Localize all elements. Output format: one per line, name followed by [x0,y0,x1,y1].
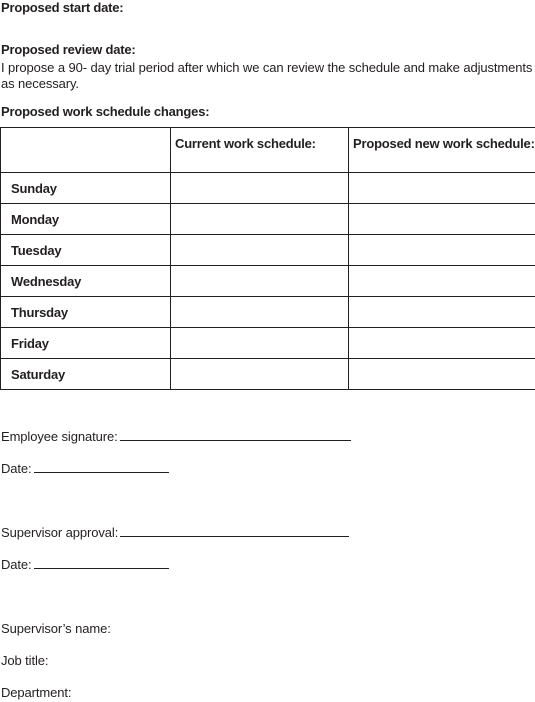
day-label-friday: Friday [1,328,171,359]
supervisor-name-label: Supervisor’s name: [1,621,111,636]
employee-signature-label: Employee signature: [1,429,118,444]
employee-date-line [1,460,169,477]
job-title-label: Job title: [1,653,49,668]
schedule-header-row [1,128,535,173]
review-description [1,60,535,92]
proposed-schedule-tuesday[interactable] [349,235,535,266]
proposed-schedule-friday[interactable] [349,328,535,359]
table-row [1,297,535,328]
table-row [1,359,535,390]
review-description-line-1: I propose a 90- day trial period after which we can review the schedule and make adjustments [1,60,533,75]
supervisor-date-label: Date: [1,557,32,572]
supervisor-approval-line [1,524,349,541]
table-row [1,204,535,235]
header-proposed-schedule: Proposed new work schedule: [349,128,535,173]
day-label-thursday: Thursday [1,297,171,328]
current-schedule-saturday[interactable] [171,359,349,390]
current-schedule-monday[interactable] [171,204,349,235]
proposed-schedule-monday[interactable] [349,204,535,235]
table-row [1,328,535,359]
table-row [1,173,535,204]
employee-date-field[interactable] [34,460,169,473]
supervisor-date-line [1,556,169,573]
day-label-tuesday: Tuesday [1,235,171,266]
supervisor-approval-label: Supervisor approval: [1,525,119,540]
current-schedule-friday[interactable] [171,328,349,359]
proposed-schedule-sunday[interactable] [349,173,535,204]
supervisor-date-field[interactable] [34,556,169,569]
header-blank [1,128,171,173]
current-schedule-sunday[interactable] [171,173,349,204]
day-label-sunday: Sunday [1,173,171,204]
department-label: Department: [1,685,72,700]
table-row [1,235,535,266]
day-label-wednesday: Wednesday [1,266,171,297]
day-label-monday: Monday [1,204,171,235]
proposed-schedule-thursday[interactable] [349,297,535,328]
current-schedule-thursday[interactable] [171,297,349,328]
day-label-saturday: Saturday [1,359,171,390]
proposed-schedule-saturday[interactable] [349,359,535,390]
employee-date-label: Date: [1,461,32,476]
employee-signature-line [1,428,351,445]
current-schedule-wednesday[interactable] [171,266,349,297]
current-schedule-tuesday[interactable] [171,235,349,266]
employee-signature-field[interactable] [120,428,351,441]
schedule-table [0,127,535,390]
proposed-review-date-label: Proposed review date: [1,42,136,57]
proposed-start-date-label: Proposed start date: [1,0,124,15]
header-current-schedule: Current work schedule: [171,128,349,173]
review-description-line-2: as necessary. [1,76,79,91]
proposed-schedule-wednesday[interactable] [349,266,535,297]
table-row [1,266,535,297]
schedule-changes-label: Proposed work schedule changes: [1,104,210,119]
supervisor-approval-field[interactable] [120,524,349,537]
